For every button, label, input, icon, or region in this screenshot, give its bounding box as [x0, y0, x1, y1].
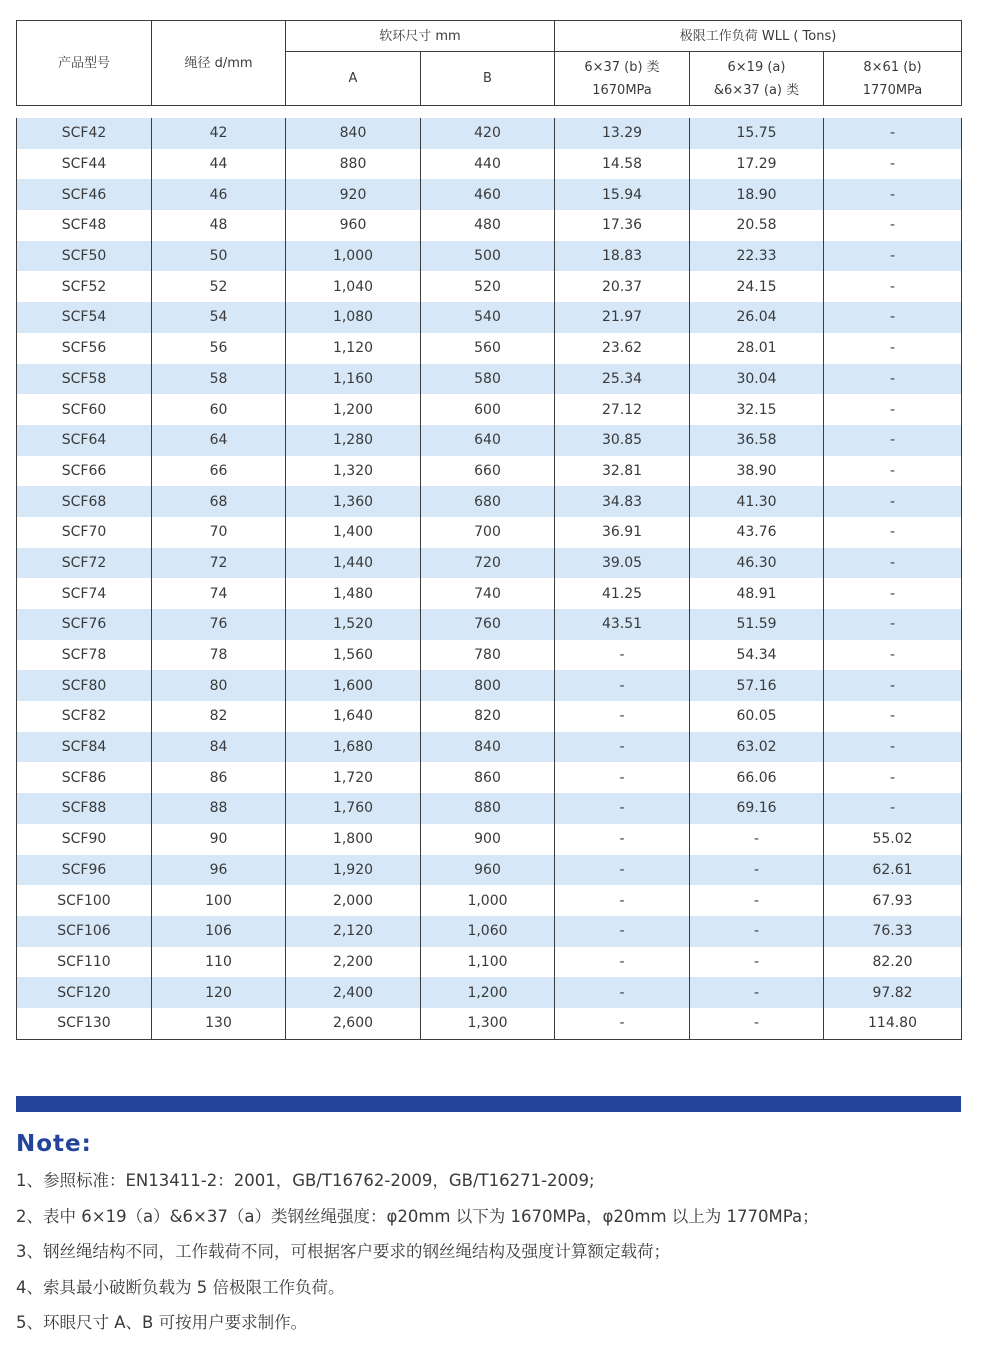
cell-diameter: 90	[152, 824, 286, 855]
cell-wll-8x61b: -	[824, 640, 962, 671]
table-row	[17, 149, 962, 180]
cell-wll-6x19a: -	[690, 977, 824, 1008]
cell-model: SCF74	[17, 578, 152, 609]
cell-size-b: 740	[421, 578, 555, 609]
table-row	[17, 855, 962, 886]
cell-size-a: 2,200	[286, 947, 421, 978]
cell-size-a: 880	[286, 149, 421, 180]
cell-wll-6x37b: -	[555, 640, 690, 671]
header-wll-8x61b-line2: 1770MPa	[862, 82, 923, 98]
cell-size-b: 780	[421, 640, 555, 671]
cell-diameter: 76	[152, 609, 286, 640]
cell-wll-8x61b: -	[824, 302, 962, 333]
table-row	[17, 977, 962, 1008]
cell-model: SCF72	[17, 548, 152, 579]
data-table	[16, 118, 962, 1040]
cell-diameter: 110	[152, 947, 286, 978]
cell-diameter: 84	[152, 732, 286, 763]
cell-diameter: 56	[152, 333, 286, 364]
cell-model: SCF96	[17, 855, 152, 886]
cell-model: SCF54	[17, 302, 152, 333]
cell-wll-6x37b: -	[555, 793, 690, 824]
cell-wll-8x61b: 97.82	[824, 977, 962, 1008]
cell-size-a: 960	[286, 210, 421, 241]
cell-size-b: 720	[421, 548, 555, 579]
cell-wll-6x19a: 18.90	[690, 179, 824, 210]
cell-wll-8x61b: -	[824, 241, 962, 272]
cell-size-b: 520	[421, 271, 555, 302]
cell-wll-6x37b: 30.85	[555, 425, 690, 456]
cell-wll-8x61b: -	[824, 548, 962, 579]
cell-size-b: 1,000	[421, 885, 555, 916]
cell-diameter: 100	[152, 885, 286, 916]
cell-model: SCF106	[17, 916, 152, 947]
cell-model: SCF84	[17, 732, 152, 763]
cell-wll-6x19a: 63.02	[690, 732, 824, 763]
cell-size-a: 1,640	[286, 701, 421, 732]
table-row	[17, 609, 962, 640]
cell-size-a: 1,680	[286, 732, 421, 763]
table-row	[17, 947, 962, 978]
cell-size-a: 1,400	[286, 517, 421, 548]
cell-model: SCF82	[17, 701, 152, 732]
cell-wll-6x37b: -	[555, 701, 690, 732]
cell-wll-6x19a: 51.59	[690, 609, 824, 640]
table-row	[17, 210, 962, 241]
cell-wll-8x61b: 67.93	[824, 885, 962, 916]
table-row	[17, 1008, 962, 1039]
cell-model: SCF70	[17, 517, 152, 548]
cell-wll-8x61b: -	[824, 670, 962, 701]
cell-wll-6x37b: 20.37	[555, 271, 690, 302]
cell-diameter: 50	[152, 241, 286, 272]
cell-model: SCF50	[17, 241, 152, 272]
cell-diameter: 120	[152, 977, 286, 1008]
cell-model: SCF78	[17, 640, 152, 671]
table-row	[17, 732, 962, 763]
table-row	[17, 885, 962, 916]
cell-wll-6x37b: -	[555, 670, 690, 701]
cell-wll-6x19a: 66.06	[690, 762, 824, 793]
cell-size-a: 1,520	[286, 609, 421, 640]
cell-diameter: 44	[152, 149, 286, 180]
cell-model: SCF90	[17, 824, 152, 855]
cell-wll-6x19a: -	[690, 916, 824, 947]
cell-size-b: 680	[421, 486, 555, 517]
cell-size-a: 1,920	[286, 855, 421, 886]
cell-wll-6x19a: 22.33	[690, 241, 824, 272]
cell-size-a: 1,000	[286, 241, 421, 272]
cell-wll-6x37b: 14.58	[555, 149, 690, 180]
cell-diameter: 58	[152, 364, 286, 395]
note-title: Note:	[16, 1131, 92, 1157]
cell-size-b: 640	[421, 425, 555, 456]
cell-model: SCF66	[17, 456, 152, 487]
cell-wll-6x37b: -	[555, 947, 690, 978]
cell-wll-6x19a: 26.04	[690, 302, 824, 333]
cell-wll-6x37b: 21.97	[555, 302, 690, 333]
cell-model: SCF120	[17, 977, 152, 1008]
cell-wll-8x61b: 76.33	[824, 916, 962, 947]
cell-wll-8x61b: -	[824, 456, 962, 487]
cell-diameter: 130	[152, 1008, 286, 1039]
table-row	[17, 670, 962, 701]
cell-wll-8x61b: -	[824, 425, 962, 456]
cell-diameter: 52	[152, 271, 286, 302]
cell-wll-6x19a: 17.29	[690, 149, 824, 180]
cell-size-a: 920	[286, 179, 421, 210]
table-row	[17, 394, 962, 425]
cell-model: SCF42	[17, 118, 152, 149]
cell-size-a: 1,280	[286, 425, 421, 456]
note-item: 2、表中 6×19（a）&6×37（a）类钢丝绳强度：φ20mm 以下为 1670MPa，φ20mm 以上为 1770MPa；	[16, 1206, 819, 1226]
header-wll-6x37b-line2: 1670MPa	[592, 82, 652, 98]
cell-size-a: 1,200	[286, 394, 421, 425]
cell-wll-6x19a: -	[690, 1008, 824, 1039]
cell-diameter: 78	[152, 640, 286, 671]
table-row	[17, 302, 962, 333]
cell-wll-6x19a: 36.58	[690, 425, 824, 456]
cell-size-b: 700	[421, 517, 555, 548]
cell-size-a: 840	[286, 118, 421, 149]
divider-bar	[16, 1096, 961, 1112]
cell-wll-6x19a: -	[690, 947, 824, 978]
cell-model: SCF110	[17, 947, 152, 978]
header-wll-8x61b-line1: 8×61 (b)	[863, 59, 922, 75]
cell-model: SCF130	[17, 1008, 152, 1039]
cell-wll-6x37b: -	[555, 916, 690, 947]
cell-wll-6x37b: -	[555, 824, 690, 855]
cell-diameter: 72	[152, 548, 286, 579]
table-row	[17, 486, 962, 517]
cell-model: SCF56	[17, 333, 152, 364]
cell-wll-6x37b: 13.29	[555, 118, 690, 149]
cell-size-b: 580	[421, 364, 555, 395]
cell-diameter: 64	[152, 425, 286, 456]
cell-wll-6x37b: -	[555, 1008, 690, 1039]
cell-wll-8x61b: -	[824, 793, 962, 824]
cell-wll-6x19a: 28.01	[690, 333, 824, 364]
header-col-a: A	[286, 52, 421, 106]
cell-wll-8x61b: 82.20	[824, 947, 962, 978]
cell-size-b: 540	[421, 302, 555, 333]
note-list	[16, 1166, 966, 1344]
header-model: 产品型号	[17, 21, 152, 106]
cell-model: SCF48	[17, 210, 152, 241]
table-row	[17, 364, 962, 395]
cell-size-b: 1,060	[421, 916, 555, 947]
table-row	[17, 793, 962, 824]
cell-diameter: 106	[152, 916, 286, 947]
cell-wll-6x37b: 15.94	[555, 179, 690, 210]
cell-model: SCF100	[17, 885, 152, 916]
cell-size-b: 880	[421, 793, 555, 824]
cell-wll-8x61b: -	[824, 271, 962, 302]
cell-size-b: 440	[421, 149, 555, 180]
cell-diameter: 70	[152, 517, 286, 548]
cell-size-a: 1,800	[286, 824, 421, 855]
cell-diameter: 66	[152, 456, 286, 487]
cell-diameter: 82	[152, 701, 286, 732]
cell-diameter: 96	[152, 855, 286, 886]
cell-size-a: 2,400	[286, 977, 421, 1008]
cell-wll-6x19a: 41.30	[690, 486, 824, 517]
cell-wll-6x37b: 36.91	[555, 517, 690, 548]
cell-diameter: 88	[152, 793, 286, 824]
cell-wll-6x37b: 27.12	[555, 394, 690, 425]
cell-size-a: 1,760	[286, 793, 421, 824]
cell-wll-6x19a: 69.16	[690, 793, 824, 824]
cell-wll-6x19a: -	[690, 885, 824, 916]
cell-wll-6x37b: 41.25	[555, 578, 690, 609]
table-row	[17, 517, 962, 548]
cell-wll-6x37b: 39.05	[555, 548, 690, 579]
cell-size-b: 820	[421, 701, 555, 732]
cell-size-b: 560	[421, 333, 555, 364]
cell-size-b: 860	[421, 762, 555, 793]
cell-wll-8x61b: -	[824, 394, 962, 425]
cell-size-a: 1,320	[286, 456, 421, 487]
cell-model: SCF64	[17, 425, 152, 456]
cell-wll-8x61b: -	[824, 701, 962, 732]
cell-wll-8x61b: -	[824, 732, 962, 763]
table-row	[17, 456, 962, 487]
cell-diameter: 42	[152, 118, 286, 149]
header-loop-size: 软环尺寸 mm	[286, 21, 555, 52]
table-row	[17, 824, 962, 855]
cell-model: SCF52	[17, 271, 152, 302]
cell-wll-6x19a: -	[690, 855, 824, 886]
cell-wll-6x19a: 57.16	[690, 670, 824, 701]
cell-size-a: 1,040	[286, 271, 421, 302]
cell-size-a: 2,600	[286, 1008, 421, 1039]
header-wll-8x61b	[824, 52, 962, 106]
cell-size-b: 840	[421, 732, 555, 763]
header-col-b: B	[421, 52, 555, 106]
header-wll-6x19a-line2: &6×37 (a) 类	[713, 82, 800, 98]
data-table-wrapper	[16, 118, 961, 1040]
cell-wll-6x37b: 32.81	[555, 456, 690, 487]
table-row	[17, 179, 962, 210]
cell-wll-8x61b: 55.02	[824, 824, 962, 855]
cell-size-a: 1,120	[286, 333, 421, 364]
cell-model: SCF80	[17, 670, 152, 701]
cell-size-b: 420	[421, 118, 555, 149]
cell-wll-6x19a: 24.15	[690, 271, 824, 302]
cell-size-b: 1,300	[421, 1008, 555, 1039]
cell-model: SCF68	[17, 486, 152, 517]
cell-model: SCF88	[17, 793, 152, 824]
cell-size-a: 1,600	[286, 670, 421, 701]
note-item: 1、参照标准：EN13411-2：2001，GB/T16762-2009，GB/T16271-2009;	[16, 1171, 595, 1190]
header-wll-6x19a-line1: 6×19 (a)	[727, 59, 786, 75]
note-item: 3、钢丝绳结构不同，工作载荷不同，可根据客户要求的钢丝绳结构及强度计算额定载荷；	[16, 1242, 670, 1261]
cell-wll-6x19a: 38.90	[690, 456, 824, 487]
cell-size-a: 1,360	[286, 486, 421, 517]
cell-wll-8x61b: -	[824, 179, 962, 210]
cell-wll-8x61b: -	[824, 210, 962, 241]
cell-wll-8x61b: -	[824, 578, 962, 609]
cell-model: SCF86	[17, 762, 152, 793]
cell-size-b: 960	[421, 855, 555, 886]
cell-model: SCF46	[17, 179, 152, 210]
cell-wll-6x19a: 60.05	[690, 701, 824, 732]
table-row	[17, 701, 962, 732]
cell-wll-6x19a: 46.30	[690, 548, 824, 579]
cell-diameter: 80	[152, 670, 286, 701]
cell-wll-6x19a: 30.04	[690, 364, 824, 395]
table-row	[17, 548, 962, 579]
cell-size-a: 2,120	[286, 916, 421, 947]
header-wll-6x19a	[690, 52, 824, 106]
cell-wll-6x19a: 48.91	[690, 578, 824, 609]
table-row	[17, 333, 962, 364]
cell-wll-6x19a: 54.34	[690, 640, 824, 671]
cell-wll-8x61b: -	[824, 333, 962, 364]
cell-size-a: 1,440	[286, 548, 421, 579]
note-item: 5、环眼尺寸 A、B 可按用户要求制作。	[16, 1313, 308, 1332]
cell-size-b: 1,100	[421, 947, 555, 978]
cell-wll-8x61b: -	[824, 609, 962, 640]
note-item: 4、索具最小破断负载为 5 倍极限工作负荷。	[16, 1277, 345, 1297]
data-table-body	[17, 118, 962, 1039]
cell-diameter: 86	[152, 762, 286, 793]
table-row	[17, 241, 962, 272]
cell-wll-6x37b: -	[555, 732, 690, 763]
cell-wll-8x61b: -	[824, 118, 962, 149]
cell-wll-6x19a: -	[690, 824, 824, 855]
table-row	[17, 578, 962, 609]
cell-size-b: 600	[421, 394, 555, 425]
cell-wll-8x61b: -	[824, 486, 962, 517]
table-row	[17, 640, 962, 671]
table-row	[17, 271, 962, 302]
header-diameter: 绳径 d/mm	[152, 21, 286, 106]
cell-size-b: 900	[421, 824, 555, 855]
cell-model: SCF44	[17, 149, 152, 180]
cell-wll-8x61b: -	[824, 517, 962, 548]
table-row	[17, 425, 962, 456]
cell-size-b: 660	[421, 456, 555, 487]
cell-wll-6x37b: 17.36	[555, 210, 690, 241]
cell-size-a: 1,560	[286, 640, 421, 671]
cell-diameter: 54	[152, 302, 286, 333]
cell-wll-6x37b: -	[555, 855, 690, 886]
cell-wll-8x61b: -	[824, 364, 962, 395]
cell-wll-8x61b: -	[824, 762, 962, 793]
cell-size-b: 760	[421, 609, 555, 640]
cell-wll-6x19a: 32.15	[690, 394, 824, 425]
cell-diameter: 46	[152, 179, 286, 210]
cell-wll-6x37b: 23.62	[555, 333, 690, 364]
cell-wll-8x61b: 62.61	[824, 855, 962, 886]
cell-size-a: 2,000	[286, 885, 421, 916]
cell-wll-6x19a: 43.76	[690, 517, 824, 548]
cell-model: SCF76	[17, 609, 152, 640]
cell-wll-6x19a: 20.58	[690, 210, 824, 241]
cell-diameter: 60	[152, 394, 286, 425]
header-wll-6x37b	[555, 52, 690, 106]
cell-size-b: 460	[421, 179, 555, 210]
cell-wll-6x19a: 15.75	[690, 118, 824, 149]
cell-size-b: 800	[421, 670, 555, 701]
cell-wll-6x37b: -	[555, 885, 690, 916]
cell-wll-6x37b: 18.83	[555, 241, 690, 272]
cell-model: SCF60	[17, 394, 152, 425]
cell-wll-6x37b: -	[555, 977, 690, 1008]
cell-wll-8x61b: 114.80	[824, 1008, 962, 1039]
header-wll-6x37b-line1: 6×37 (b) 类	[584, 59, 660, 75]
cell-wll-6x37b: 25.34	[555, 364, 690, 395]
cell-size-a: 1,080	[286, 302, 421, 333]
cell-wll-6x37b: 43.51	[555, 609, 690, 640]
cell-size-a: 1,480	[286, 578, 421, 609]
table-row	[17, 916, 962, 947]
cell-size-b: 480	[421, 210, 555, 241]
cell-diameter: 68	[152, 486, 286, 517]
cell-diameter: 74	[152, 578, 286, 609]
cell-wll-6x37b: 34.83	[555, 486, 690, 517]
cell-size-a: 1,160	[286, 364, 421, 395]
table-row	[17, 118, 962, 149]
cell-diameter: 48	[152, 210, 286, 241]
header-wll: 极限工作负荷 WLL ( Tons)	[555, 21, 962, 52]
cell-wll-6x37b: -	[555, 762, 690, 793]
cell-wll-8x61b: -	[824, 149, 962, 180]
cell-size-b: 1,200	[421, 977, 555, 1008]
table-header	[16, 20, 962, 106]
table-row	[17, 762, 962, 793]
cell-size-a: 1,720	[286, 762, 421, 793]
cell-model: SCF58	[17, 364, 152, 395]
cell-size-b: 500	[421, 241, 555, 272]
